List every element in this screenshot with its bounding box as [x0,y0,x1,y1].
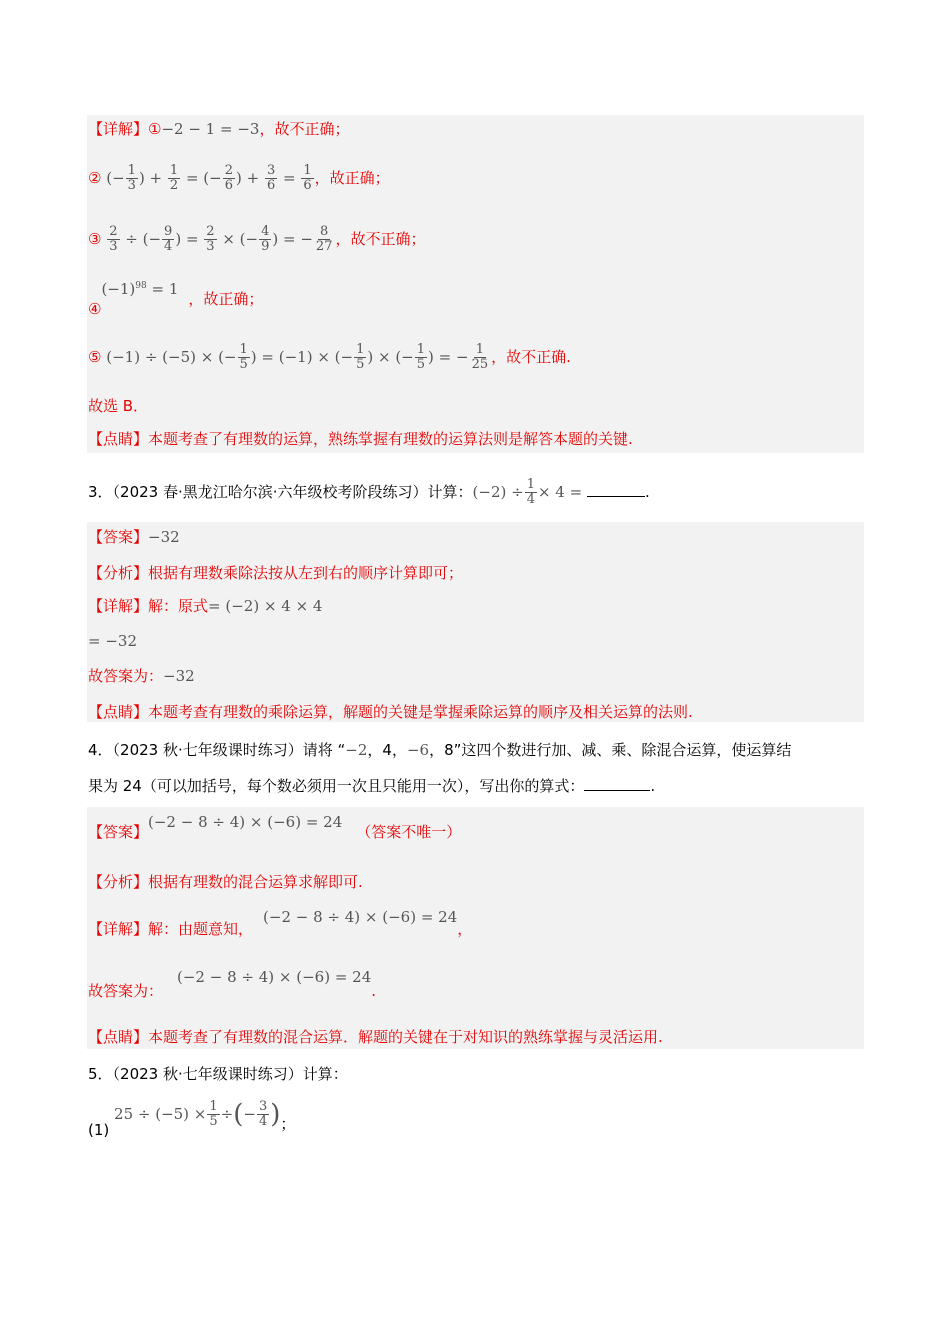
answer-tag: 【答案】 [88,823,149,841]
analysis-text: 根据有理数的混合运算求解即可. [148,873,363,891]
math-exponent: 98 [135,281,147,291]
verdict-text: ，故正确； [314,169,390,187]
detail-tag: 【详解】 [88,920,149,938]
q3-detail [88,596,322,616]
math-number: −6 [406,741,430,759]
q3-final [88,666,195,686]
comment-text: 本题考查了有理数的混合运算．解题的关键在于对知识的熟练掌握与灵活运用. [148,1028,663,1046]
q4-comment [88,1027,663,1047]
analysis-tag: 【分析】 [88,873,149,891]
q4-detail: 【详解】解：由题意知，(−2 − 8 ÷ 4) × (−6) = 24， [88,908,473,938]
q2-detail-line5: ⑤ (−1) ÷ (−5) × (− $\frac{1}{5}$ ) = (−1) × (− $\frac{1}{5}$ ) × (− $\frac{1}{5}$ ) = − $\frac{1}{25}$ ，故不正确. [88,342,571,372]
question-text: 4．（2023 秋·七年级课时练习）请将 “ [88,741,346,759]
marker: ④ [88,300,102,318]
answer-blank [584,776,650,791]
answer-tag: 【答案】 [88,528,149,546]
math-expression: = (−2) × 4 × 4 [208,597,323,615]
q2-detail-line4 [88,280,264,319]
q3-detail-line2 [88,631,137,651]
comment-tag: 【点睛】 [88,1028,149,1046]
verdict-text: ，故不正确. [491,348,571,366]
q3-stem: 3．（2023 春·黑龙江哈尔滨·六年级校考阶段练习）计算：(−2) ÷ $\frac{1}{4}$ × 4 = . [88,477,650,507]
detail-tag: 【详解】 [88,120,149,138]
answer-blank [587,482,645,497]
answer-value: −32 [148,528,180,546]
final-label: 故答案为： [88,982,164,1000]
part-label: (1) [88,1121,110,1139]
math-expression: −2 − 1 = −3 [161,120,260,138]
answer-note: （答案不唯一） [356,823,462,841]
comment-text: 本题考查了有理数的运算，熟练掌握有理数的运算法则是解答本题的关键. [148,430,633,448]
math-expression: = −32 [88,632,137,650]
comment-text: 本题考查有理数的乘除运算，解题的关键是掌握乘除运算的顺序及相关运算的法则. [148,703,693,721]
answer-math: (−2 − 8 ÷ 4) × (−6) = 24 [148,813,343,831]
q3-answer [88,527,180,547]
question-text: ，8”这四个数进行加、减、乘、除混合运算，使运算结 [429,741,792,759]
math-result: = 1 [146,280,179,298]
q5-part-1: (1) 25 ÷ (−5) × $\frac{1}{5}$ ÷(− $\frac{3}{4}$ )； [88,1099,296,1139]
q2-comment [88,429,633,449]
final-label: 故答案为： [88,667,164,685]
verdict-text: ，故不正确； [259,120,350,138]
question-text: 3．（2023 春·黑龙江哈尔滨·六年级校考阶段练习）计算： [88,483,473,501]
q3-comment [88,702,693,722]
q4-answer [88,813,462,842]
detail-text: 解：原式 [148,597,209,615]
question-text: ，4， [367,741,407,759]
math-operator: ÷ [220,1105,234,1123]
q5-stem [88,1064,348,1084]
comment-tag: 【点睛】 [88,430,149,448]
math-expression: 25 ÷ (−5) × [114,1105,207,1123]
q2-detail-line1 [88,119,349,139]
final-value: (−2 − 8 ÷ 4) × (−6) = 24 [177,968,372,986]
marker: ② [88,169,102,187]
punctuation: ； [280,1115,296,1133]
final-value: −32 [163,667,195,685]
q2-choice: 故选 B． [88,397,149,415]
math-expression: (−2 − 8 ÷ 4) × (−6) = 24 [263,908,458,926]
comment-tag: 【点睛】 [88,703,149,721]
marker: ① [148,120,162,138]
math-base: (−1) [101,280,136,298]
analysis-tag: 【分析】 [88,564,149,582]
marker: ③ [88,230,102,248]
verdict-text: ，故不正确； [335,230,426,248]
analysis-text: 根据有理数乘除法按从左到右的顺序计算即可； [148,564,464,582]
detail-tag: 【详解】 [88,597,149,615]
marker: ⑤ [88,348,102,366]
question-text: 5．（2023 秋·七年级课时练习）计算： [88,1065,348,1083]
q2-detail-line3: ③ $\frac{2}{3}$ ÷ (− $\frac{9}{4}$ ) = $\frac{2}{3}$ × (− $\frac{4}{9}$ ) = − $\frac{8}{27}$ ，故不正确； [88,224,426,254]
q2-detail-line2: ② (− $\frac{1}{3}$ ) + $\frac{1}{2}$ = (− $\frac{2}{6}$ ) + $\frac{3}{6}$ = $\frac{1}{6}$ ，故正确； [88,163,390,193]
math-expression: (−2) ÷ [472,483,524,501]
verdict-text: ，故正确； [188,290,264,308]
q3-analysis [88,563,463,583]
math-number: −2 [345,741,368,759]
q4-analysis [88,872,363,892]
q4-final: 故答案为：(−2 − 8 ÷ 4) × (−6) = 24. [88,968,377,1000]
q4-stem-line2: 果为 24（可以加括号，每个数必须用一次且只能用一次），写出你的算式： . [88,777,656,795]
math-expression: × 4 = [537,483,583,501]
q3-solution-panel [87,522,864,722]
detail-text: 解：由题意知， [148,920,254,938]
question-text: 果为 24（可以加括号，每个数必须用一次且只能用一次），写出你的算式： [88,777,585,795]
q4-stem-line1 [88,740,791,760]
